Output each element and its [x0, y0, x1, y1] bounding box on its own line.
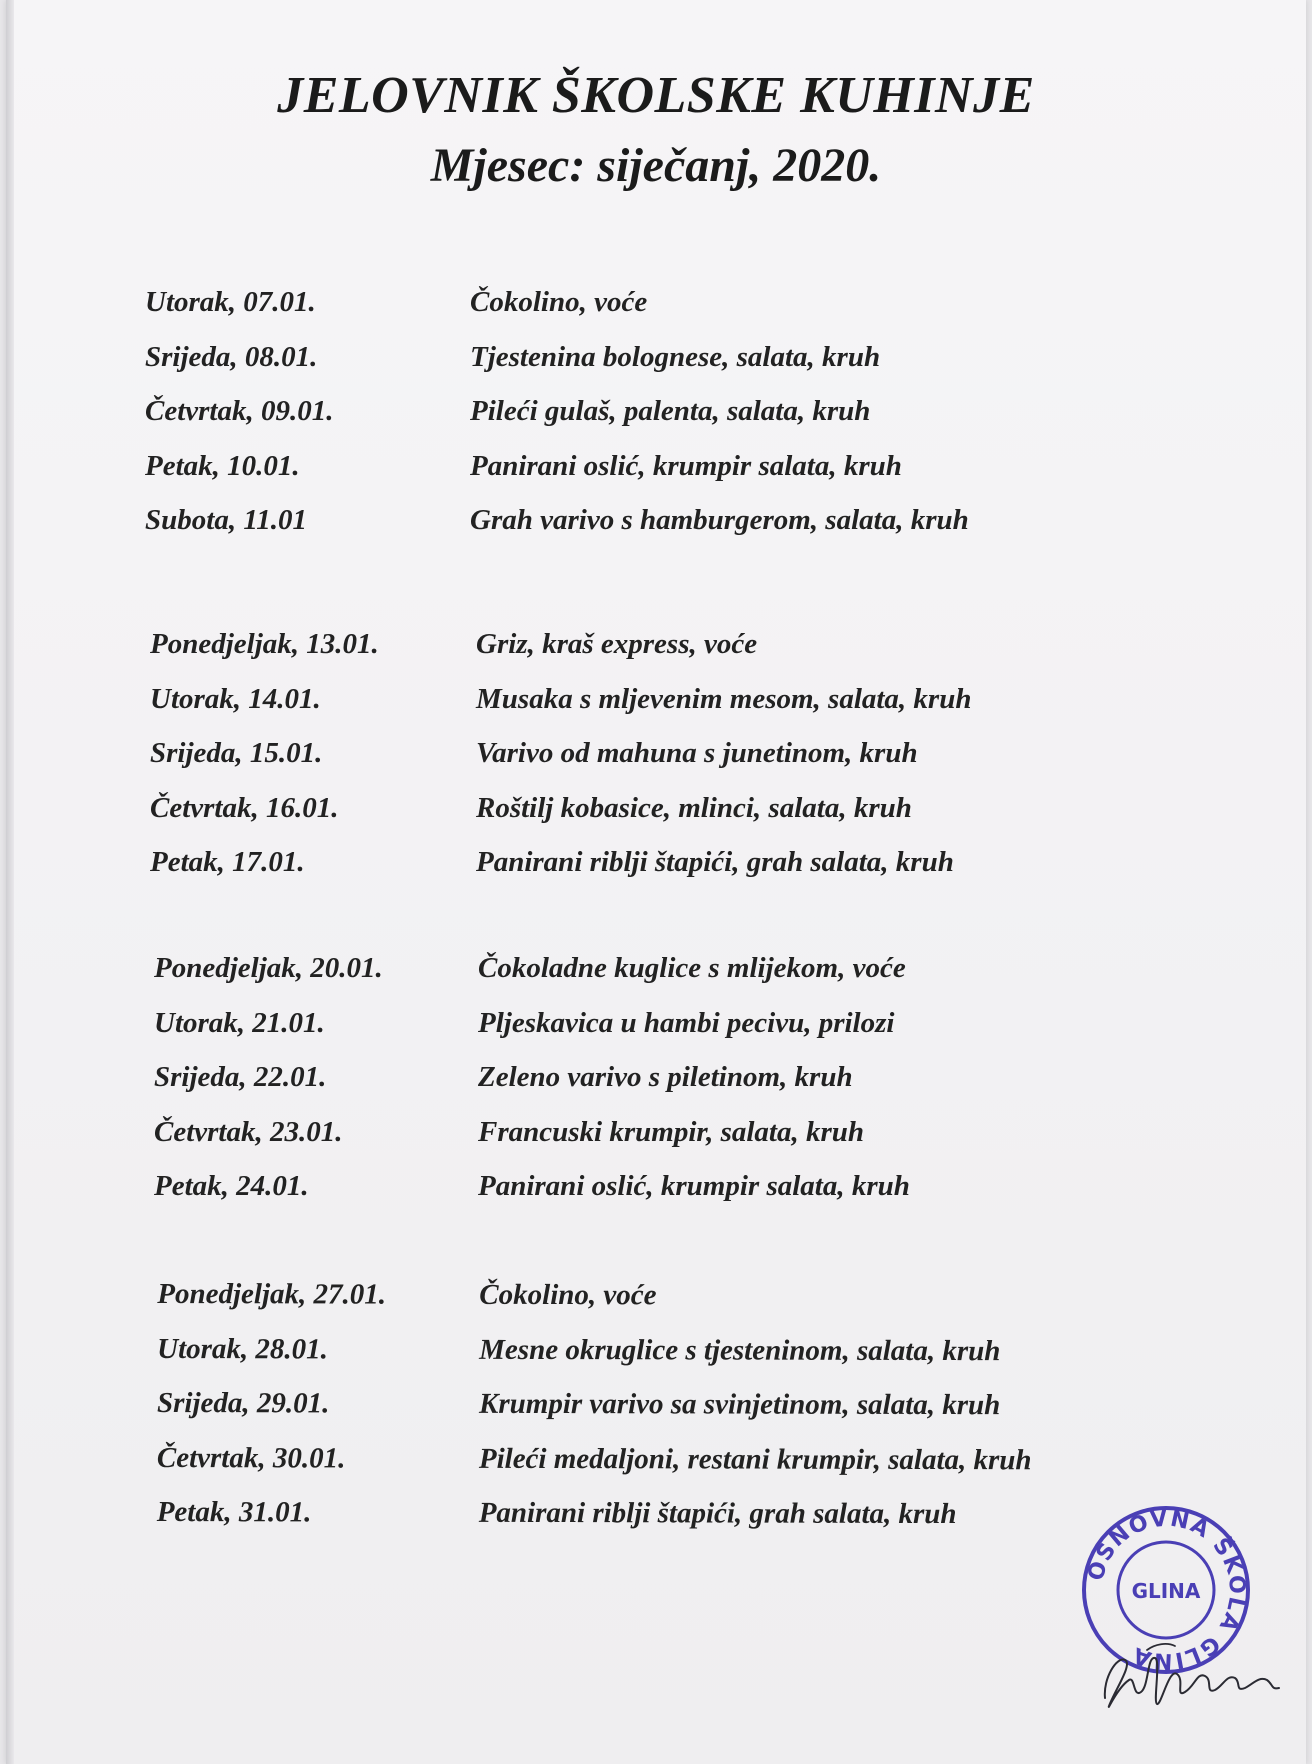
document-subtitle: Mjesec: siječanj, 2020.	[430, 139, 882, 192]
menu-day: Srijeda, 15.01.	[150, 737, 323, 769]
menu-day: Petak, 31.01.	[156, 1495, 312, 1529]
menu-meal: Mesne okruglice s tjesteninom, salata, kruh	[479, 1333, 1001, 1367]
menu-day: Utorak, 28.01.	[157, 1332, 329, 1365]
menu-meal: Grah varivo s hamburgerom, salata, kruh	[470, 504, 969, 536]
menu-day: Utorak, 07.01.	[145, 286, 316, 318]
menu-meal: Panirani riblji štapići, grah salata, kruh	[478, 1496, 957, 1531]
menu-meal: Zeleno varivo s piletinom, kruh	[478, 1061, 853, 1093]
signature	[1095, 1628, 1285, 1718]
menu-day: Subota, 11.01	[145, 504, 307, 536]
menu-meal: Panirani oslić, krumpir salata, kruh	[470, 449, 902, 482]
menu-meal: Varivo od mahuna s junetinom, kruh	[476, 737, 918, 769]
menu-day: Petak, 17.01.	[150, 846, 305, 878]
stamp-center-text: GLINA	[1131, 1579, 1201, 1603]
menu-meal: Tjestenina bolognese, salata, kruh	[470, 340, 881, 373]
menu-meal: Roštilj kobasice, mlinci, salata, kruh	[476, 791, 912, 824]
paper-edge-shadow	[6, 0, 14, 1764]
menu-meal: Pileći medaljoni, restani krumpir, salata, kruh	[478, 1442, 1032, 1476]
menu-meal: Francuski krumpir, salata, kruh	[478, 1115, 865, 1148]
menu-day: Srijeda, 22.01.	[154, 1061, 327, 1093]
menu-day: Srijeda, 08.01.	[145, 340, 318, 373]
menu-day: Četvrtak, 30.01.	[156, 1441, 346, 1474]
menu-meal: Čokolino, voće	[470, 286, 648, 318]
menu-day: Utorak, 21.01.	[154, 1006, 325, 1039]
menu-meal: Čokolino, voće	[479, 1278, 657, 1312]
menu-meal: Krumpir varivo sa svinjetinom, salata, kruh	[478, 1387, 1001, 1422]
menu-meal: Pljeskavica u hambi pecivu, prilozi	[478, 1006, 895, 1039]
menu-day: Četvrtak, 16.01.	[150, 791, 339, 824]
menu-meal: Pileći gulaš, palenta, salata, kruh	[470, 395, 871, 427]
menu-day: Četvrtak, 09.01.	[145, 395, 334, 427]
menu-day: Petak, 10.01.	[145, 449, 300, 482]
menu-day: Petak, 24.01.	[154, 1170, 309, 1202]
menu-meal: Čokoladne kuglice s mlijekom, voće	[478, 952, 906, 984]
menu-meal: Panirani oslić, krumpir salata, kruh	[478, 1170, 910, 1202]
menu-meal: Panirani riblji štapići, grah salata, kruh	[476, 846, 954, 878]
menu-meal: Musaka s mljevenim mesom, salata, kruh	[476, 682, 972, 715]
menu-day: Srijeda, 29.01.	[156, 1387, 330, 1420]
menu-day: Ponedjeljak, 20.01.	[154, 952, 383, 984]
menu-day: Ponedjeljak, 13.01.	[150, 628, 379, 660]
document-title: JELOVNIK ŠKOLSKE KUHINJE	[277, 67, 1035, 124]
stamp-ring-text: OSNOVNA ŠKOLA GLINA	[1083, 1506, 1250, 1674]
menu-meal: Griz, kraš express, voće	[476, 628, 758, 660]
menu-day: Ponedjeljak, 27.01.	[157, 1278, 387, 1311]
menu-day: Četvrtak, 23.01.	[154, 1115, 343, 1148]
menu-day: Utorak, 14.01.	[150, 682, 321, 715]
